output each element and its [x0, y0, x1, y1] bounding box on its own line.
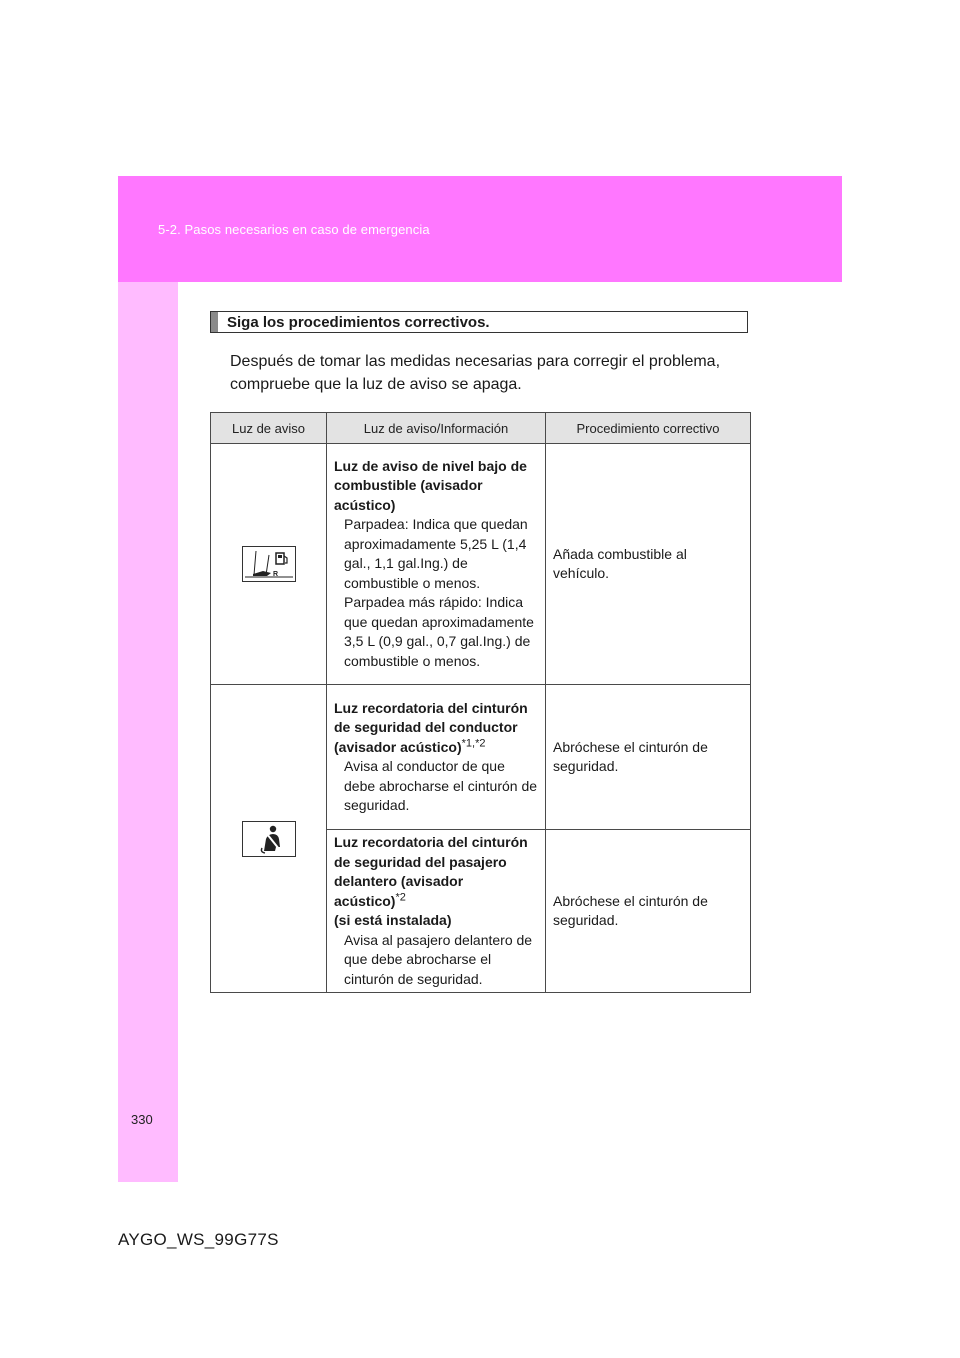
svg-text:R: R	[272, 571, 278, 578]
warning-title	[334, 699, 538, 758]
fuel-warning-icon	[242, 546, 296, 582]
sidebar-strip	[118, 282, 178, 1182]
page-number: 330	[131, 1112, 153, 1127]
section-heading	[210, 311, 748, 333]
info-cell	[327, 444, 546, 685]
warning-description: Avisa al conductor de que debe abrocharse el cinturón de seguridad.	[344, 758, 538, 813]
intro-paragraph: Después de tomar las medidas necesarias para corregir el problema, compruebe que la luz de aviso se apaga.	[230, 353, 721, 393]
table-header-cell: Luz de aviso/Información	[327, 413, 546, 444]
warning-title-text: Luz recordatoria del cinturón de seguridad del pasajero delantero (avisador acústico)	[334, 834, 528, 909]
section-heading-marker	[211, 312, 218, 332]
icon-cell	[211, 685, 327, 993]
footnote-refs: *1,*2	[461, 736, 486, 749]
warning-title	[334, 833, 538, 911]
icon-cell	[211, 444, 327, 685]
info-cell	[327, 830, 546, 993]
footnote-refs: *2	[395, 890, 406, 903]
procedure-cell: Abróchese el cinturón de seguridad.	[546, 685, 751, 830]
procedure-cell: Añada combustible al vehículo.	[546, 444, 751, 685]
warning-light-table	[210, 412, 751, 993]
section-heading-label: Siga los procedimientos correctivos.	[227, 314, 490, 331]
header-band	[118, 176, 842, 282]
table-row	[211, 685, 751, 830]
warning-title: Luz de aviso de nivel bajo de combustible (avisador acústico)	[334, 457, 527, 513]
warning-description: Parpadea: Indica que quedan aproximadamente 5,25 L (1,4 gal., 1,1 gal.Ing.) de combustible o menos. Parpadea más rápido: Indica que quedan aproximadamente 3,5 L (0,9 gal., 0,7 gal.Ing.) de combustible o menos.	[344, 516, 534, 669]
procedure-cell: Abróchese el cinturón de seguridad.	[546, 830, 751, 993]
table-header-row	[211, 413, 751, 444]
section-breadcrumb: 5-2. Pasos necesarios en caso de emergencia	[158, 222, 430, 237]
info-cell	[327, 685, 546, 830]
warning-title-text: Luz recordatoria del cinturón de seguridad del conductor (avisador acústico)	[334, 699, 528, 755]
table-row	[211, 444, 751, 685]
table-header-cell: Luz de aviso	[211, 413, 327, 444]
seatbelt-icon	[242, 821, 296, 857]
document-code: AYGO_WS_99G77S	[118, 1230, 279, 1249]
warning-title-suffix: (si está instalada)	[334, 912, 452, 928]
table-header-cell: Procedimiento correctivo	[546, 413, 751, 444]
warning-description: Avisa al pasajero delantero de que debe abrocharse el cinturón de seguridad.	[344, 931, 533, 987]
